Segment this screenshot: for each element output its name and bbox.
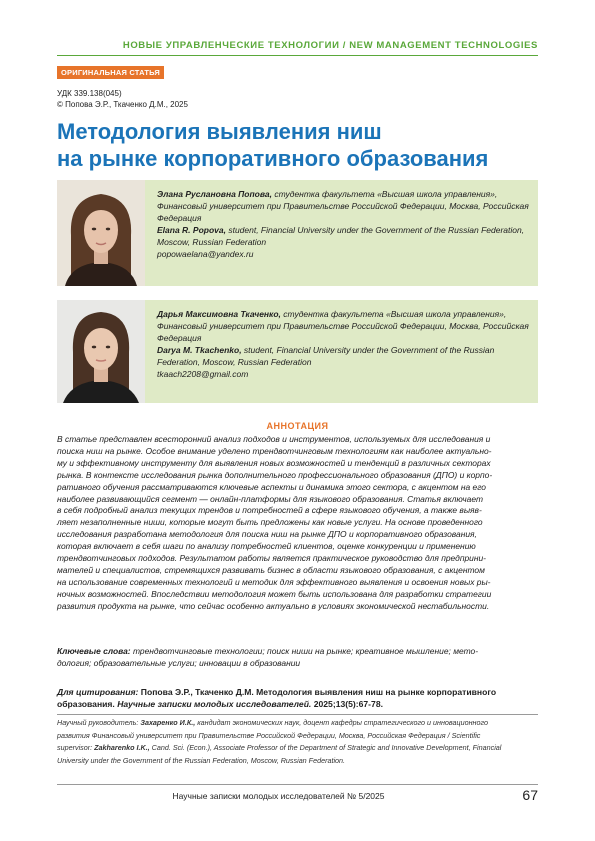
author-photo-tkachenko — [57, 300, 145, 403]
author-name-en: Elana R. Popova, — [157, 225, 226, 235]
keywords-label: Ключевые слова: — [57, 646, 131, 656]
author-affiliation-en: student, Financial University under the Government of the Russian Federation, Moscow, Russian Federation — [157, 225, 525, 247]
abstract-line: ляет незаполненные ниши, которые могут быть предложены как новые услуги. На основе проведенного — [57, 517, 483, 528]
supervisor-note — [57, 717, 538, 767]
author-info-popova — [157, 188, 530, 260]
citation — [57, 686, 538, 710]
author-photo-popova — [57, 180, 145, 286]
copyright-line: © Попова Э.Р., Ткаченко Д.М., 2025 — [57, 100, 188, 109]
abstract-line: ративного обучения рассматриваются ключевые аспекты и динамика этого сектора, с акцентом на его — [57, 481, 486, 492]
abstract-line: ночных возможностей. Впоследствии методология может быть использована для разработки стратегии — [57, 588, 492, 599]
author-affiliation-ru: студентка факультета «Высшая школа управления», Финансовый университет при Правительстве Российской Федерации, Москва, Российская Федерация — [157, 309, 529, 343]
abstract-line: трендвотчинговых подходов. Результатом работы является практическое руководство для предприни- — [57, 553, 486, 564]
author-email[interactable]: popowaelana@yandex.ru — [157, 249, 254, 259]
header-divider — [57, 55, 538, 56]
abstract-line: рынка. В контексте исследования рынка дополнительного профессионального образования (ДПО) и корпо- — [57, 469, 493, 480]
abstract-line: развития продукта на рынке, что сейчас особенно актуально в условиях экономической нестабильности. — [57, 600, 490, 611]
abstract-body — [57, 434, 538, 613]
supervisor-text: развития Финансовый университет при Правительстве Российской Федерации, Москва, Российская Федерация / Scientific — [57, 730, 481, 740]
abstract-line: наиболее развивающийся сегмент — онлайн-платформы для языкового образования. Статья включает — [57, 493, 483, 504]
citation-label: Для цитирования: — [57, 687, 139, 697]
supervisor-text: University under the Government of the Russian Federation, Moscow, Russian Federation. — [57, 755, 346, 765]
citation-divider — [57, 714, 538, 715]
supervisor-label: Научный руководитель: — [57, 718, 141, 727]
author-name-ru: Элана Руслановна Попова, — [157, 189, 272, 199]
footer-divider — [57, 784, 538, 785]
supervisor-name: Zakharenko I.K., — [94, 743, 150, 753]
author-card-tkachenko — [57, 300, 538, 403]
article-type-badge: ОРИГИНАЛЬНАЯ СТАТЬЯ — [57, 66, 164, 79]
article-title — [57, 118, 537, 172]
citation-journal: Научные записки молодых исследователей. — [117, 699, 312, 709]
author-name-ru: Дарья Максимовна Ткаченко, — [157, 309, 281, 319]
citation-ref: 2025;13(5):67-78. — [311, 699, 383, 709]
citation-text: Попова Э.Р., Ткаченко Д.М. Методология выявления ниш на рынке корпоративного — [138, 687, 497, 697]
keywords-text: дология; образовательные услуги; инновации в образовании — [57, 657, 301, 668]
journal-header: НОВЫЕ УПРАВЛЕНЧЕСКИЕ ТЕХНОЛОГИИ / NEW MANAGEMENT TECHNOLOGIES — [122, 40, 538, 51]
supervisor-text: Cand. Sci. (Econ.), Associate Professor of the Department of Strategic and Innovative Development, Financial — [149, 743, 502, 753]
author-affiliation-en: student, Financial University under the Government of the Russian Federation, Moscow, Russian Federation — [157, 345, 495, 367]
footer-journal: Научные записки молодых исследователей № 5/2025 — [172, 791, 385, 801]
abstract-heading: АННОТАЦИЯ — [266, 421, 329, 431]
citation-text: образования. — [57, 699, 118, 709]
author-info-tkachenko — [157, 308, 530, 380]
keywords — [57, 646, 538, 670]
author-card-popova — [57, 180, 538, 286]
author-affiliation-ru: студентка факультета «Высшая школа управления», Финансовый университет при Правительстве Российской Федерации, Москва, Российская Федерация — [157, 189, 529, 223]
supervisor-label: supervisor: — [57, 743, 95, 753]
author-name-en: Darya M. Tkachenko, — [157, 345, 242, 355]
abstract-line: поиска ниш на рынке. Особое внимание уделено трендвотчинговым технологиям как наиболее актуально- — [57, 445, 492, 456]
abstract-line: му и эффективному инструменту для выявления новых возможностей и тенденций в различных секторах — [57, 457, 491, 468]
keywords-text: трендвотчинговые технологии; поиск ниши на рынке; креативное мышление; мето- — [130, 646, 479, 656]
supervisor-text: кандидат экономических наук, доцент кафедры стратегического и инновационного — [195, 718, 488, 727]
title-line: Методология выявления ниш — [57, 119, 382, 144]
supervisor-name: Захаренко И.К., — [140, 718, 196, 727]
abstract-line: В статье представлен всесторонний анализ подходов и инструментов, используемых для исследования и — [57, 434, 491, 444]
title-line: на рынке корпоративного образования — [57, 146, 489, 171]
author-email[interactable]: tkaach2208@gmail.com — [157, 369, 249, 379]
abstract-line: на использование современных технологий и методик для эффективного выявления и освоения новых ры- — [57, 576, 491, 587]
udk-code: УДК 339.138(045) — [57, 89, 122, 98]
page-number: 67 — [522, 787, 538, 803]
abstract-line: исследования разработана методология для поиска ниш на рынке ДПО и корпоративного образования, — [57, 529, 477, 540]
abstract-line: которая включает в себя шаги по анализу потребностей клиентов, оценке конкуренции и применению — [57, 541, 476, 552]
abstract-line: в себя подробный анализ текущих трендов и потребностей в сфере языкового обучения, а также выяв- — [57, 505, 482, 516]
abstract-line: мателей и специалистов, стремящихся развивать бизнес в области языкового образования, с акцентом — [57, 564, 485, 575]
